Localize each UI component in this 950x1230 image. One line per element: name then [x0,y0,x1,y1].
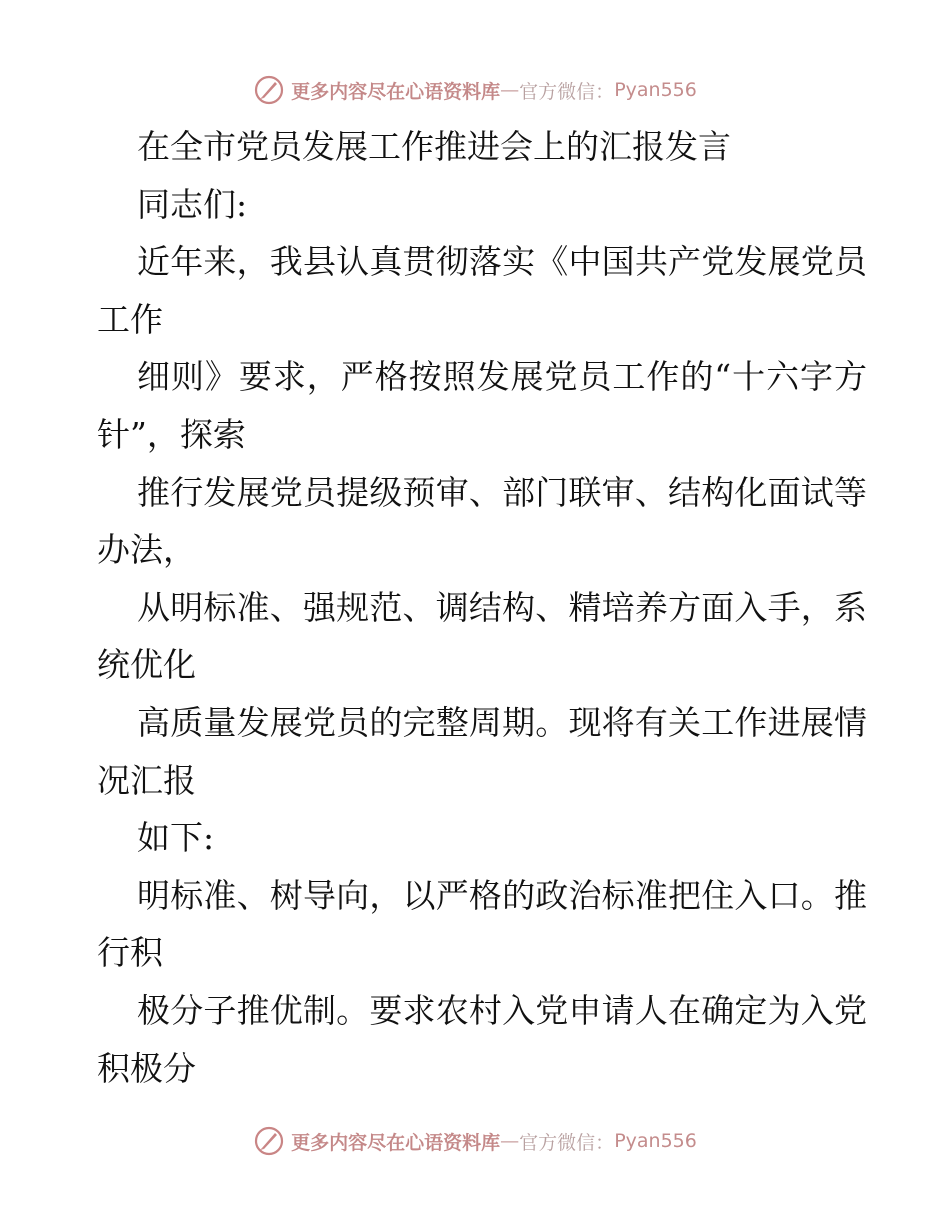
paragraph: 明标准、树导向，以严格的政治标准把住入口。推行积 [97,875,867,973]
watermark-wechat-id: Pyan556 [614,79,697,101]
watermark-main-text: 更多内容尽在心语资料库 [291,1131,501,1154]
paragraph: 高质量发展党员的完整周期。现将有关工作进展情况汇报 [97,702,867,800]
watermark-separator: — [500,1130,520,1152]
watermark-wechat-label: 官方微信： [519,80,615,103]
paragraph: 近年来，我县认真贯彻落实《中国共产党发展党员工作 [97,242,867,339]
paragraph: 细则》要求，严格按照发展党员工作的“十六字方针”，探索 [97,357,867,454]
watermark-wechat-id: Pyan556 [614,1130,697,1152]
document-body [97,118,867,1097]
paragraph: 推行发展党员提级预审、部门联审、结构化面试等办法， [97,472,867,570]
document-title: 在全市党员发展工作推进会上的汇报发言 [137,127,731,166]
paragraph: 从明标准、强规范、调结构、精培养方面入手，系统优化 [97,587,867,685]
quill-logo-icon [253,74,285,106]
header-watermark [0,70,950,110]
quill-logo-icon [253,1125,285,1157]
watermark-separator: — [500,79,520,101]
watermark-wechat-label: 官方微信： [519,1131,615,1154]
paragraph: 如下: [137,818,215,858]
watermark-main-text: 更多内容尽在心语资料库 [291,80,501,103]
document-salutation: 同志们: [137,184,248,224]
footer-watermark [0,1121,950,1161]
paragraph: 极分子推优制。要求农村入党申请人在确定为入党积极分 [97,990,867,1088]
